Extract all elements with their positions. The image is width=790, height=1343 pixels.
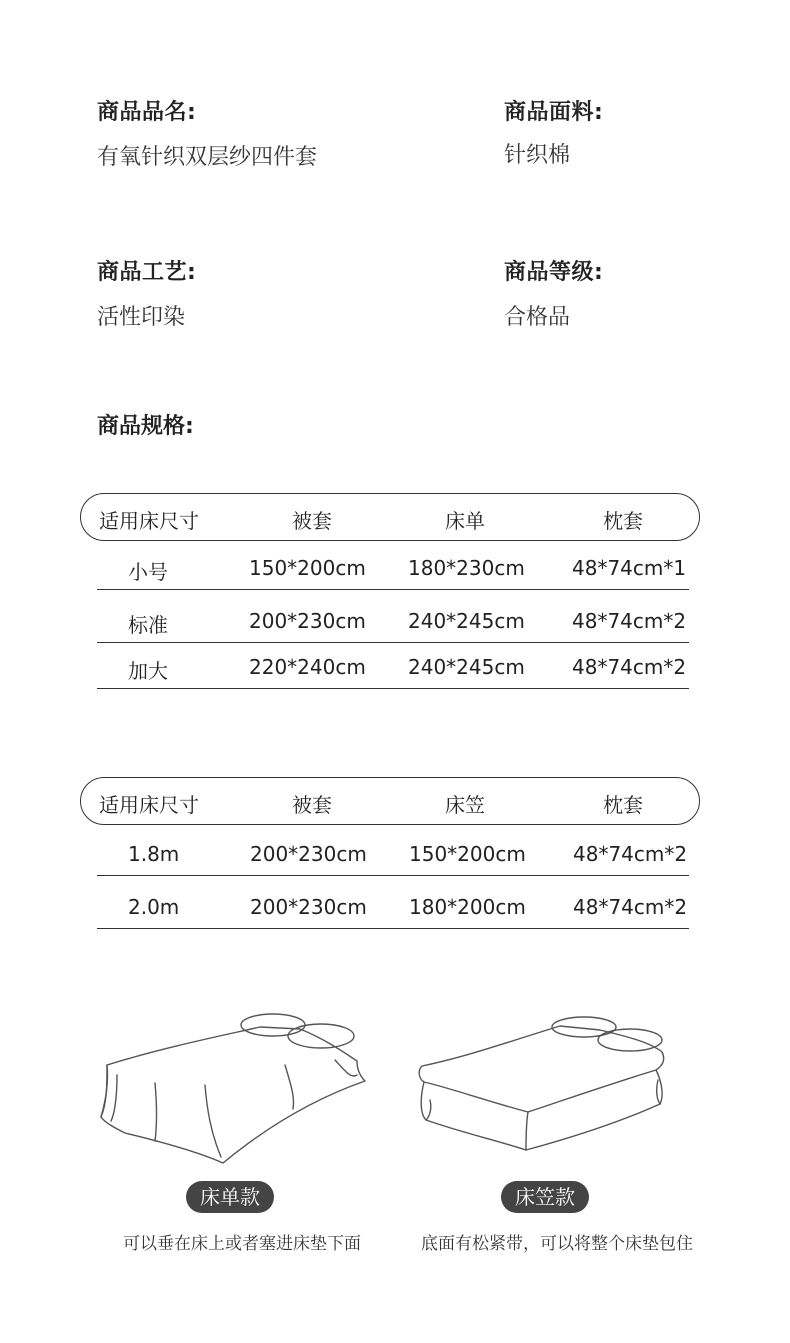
header-bed-size: 适用床尺寸 <box>99 793 199 817</box>
row-divider <box>97 928 689 929</box>
product-craft-label: 商品工艺: <box>97 260 197 285</box>
size-table-flat-sheet <box>80 493 700 693</box>
header-pillowcase: 枕套 <box>603 793 643 817</box>
fitted-sheet-bed-illustration <box>410 1008 675 1158</box>
flat-sheet-style-tag: 床单款 <box>186 1181 274 1213</box>
flat-sheet-bed-illustration <box>95 1005 375 1175</box>
row-size: 1.8m <box>128 842 180 866</box>
row-pillow: 48*74cm*2 <box>573 842 688 866</box>
product-fabric-value: 针织棉 <box>504 143 571 168</box>
product-grade-label: 商品等级: <box>504 260 604 285</box>
product-name-value: 有氧针织双层纱四件套 <box>97 145 318 170</box>
row-size: 小号 <box>128 560 168 584</box>
row-duvet: 200*230cm <box>250 842 367 866</box>
row-duvet: 220*240cm <box>249 655 366 679</box>
product-name-label: 商品品名: <box>97 100 197 125</box>
row-duvet: 150*200cm <box>249 556 366 580</box>
row-duvet: 200*230cm <box>249 609 366 633</box>
fitted-sheet-style-tag: 床笠款 <box>501 1181 589 1213</box>
row-divider <box>97 875 689 876</box>
fitted-sheet-caption: 底面有松紧带，可以将整个床垫包住 <box>421 1234 693 1254</box>
row-size: 标准 <box>128 613 168 637</box>
row-sheet: 240*245cm <box>408 655 525 679</box>
product-spec-label: 商品规格: <box>97 414 194 439</box>
flat-sheet-caption: 可以垂在床上或者塞进床垫下面 <box>123 1234 361 1254</box>
row-pillow: 48*74cm*2 <box>572 609 687 633</box>
row-pillow: 48*74cm*2 <box>572 655 687 679</box>
header-bed-size: 适用床尺寸 <box>99 509 199 533</box>
row-sheet: 180*200cm <box>409 895 526 919</box>
row-sheet: 240*245cm <box>408 609 525 633</box>
product-fabric-label: 商品面料: <box>504 100 604 125</box>
row-pillow: 48*74cm*1 <box>572 556 687 580</box>
row-sheet: 180*230cm <box>408 556 525 580</box>
product-grade-value: 合格品 <box>504 305 571 330</box>
size-table-fitted-sheet <box>80 777 700 937</box>
row-sheet: 150*200cm <box>409 842 526 866</box>
header-pillowcase: 枕套 <box>603 509 643 533</box>
row-divider <box>97 688 689 689</box>
header-duvet-cover: 被套 <box>292 793 332 817</box>
row-divider <box>97 642 689 643</box>
row-pillow: 48*74cm*2 <box>573 895 688 919</box>
row-divider <box>97 589 689 590</box>
row-duvet: 200*230cm <box>250 895 367 919</box>
row-size: 加大 <box>128 659 168 683</box>
header-duvet-cover: 被套 <box>292 509 332 533</box>
header-fitted-sheet: 床笠 <box>445 793 485 817</box>
header-flat-sheet: 床单 <box>445 509 485 533</box>
row-size: 2.0m <box>128 895 180 919</box>
product-craft-value: 活性印染 <box>97 305 186 330</box>
